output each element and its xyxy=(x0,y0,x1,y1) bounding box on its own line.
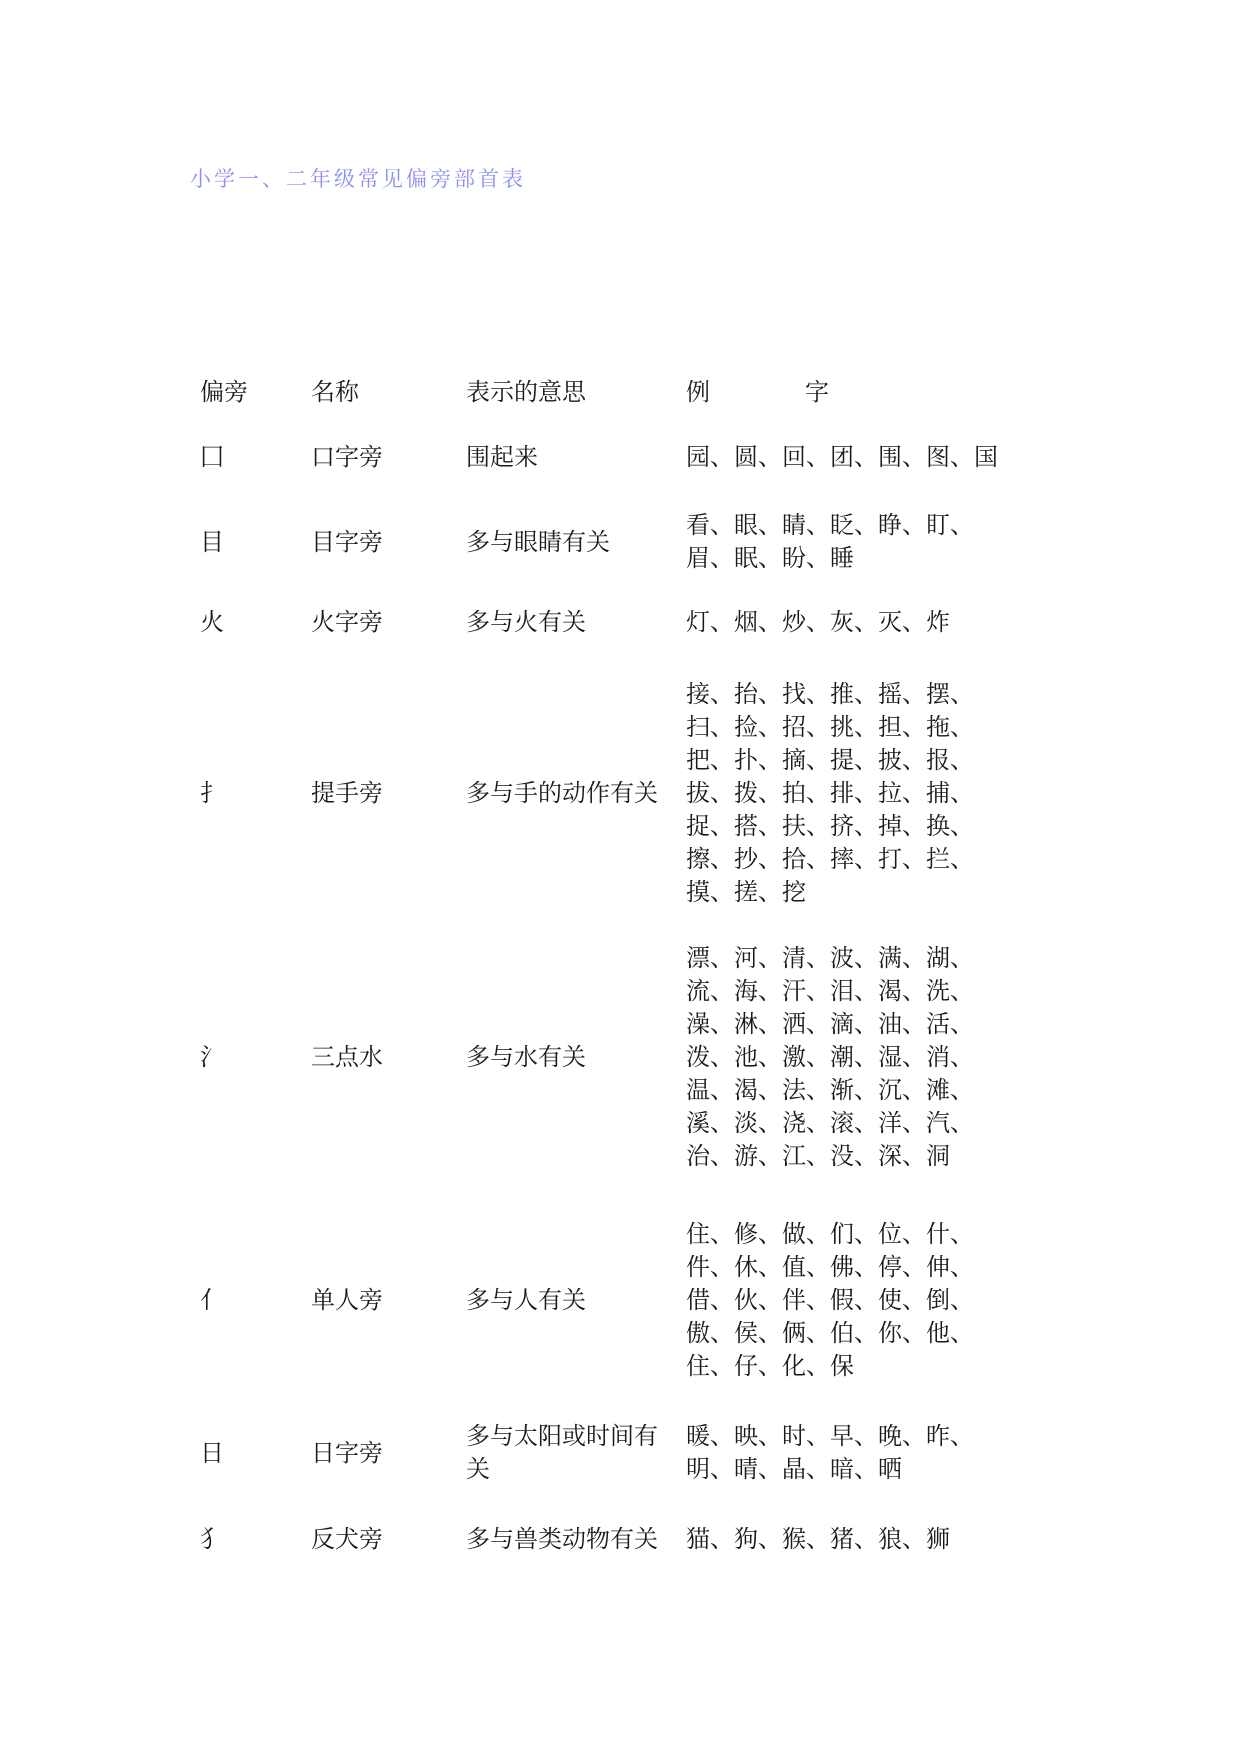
document-title: 小学一、二年级常见偏旁部首表 xyxy=(190,167,526,191)
name-cell: 单人旁 xyxy=(311,1285,383,1314)
name-cell: 日字旁 xyxy=(311,1438,383,1467)
header-meaning: 表示的意思 xyxy=(466,377,586,406)
meaning-cell: 多与兽类动物有关 xyxy=(466,1524,658,1553)
table-header xyxy=(200,372,1020,412)
examples-cell: 猫、狗、猴、猪、狼、狮 xyxy=(686,1524,950,1553)
table-row xyxy=(200,924,1020,1190)
meaning-cell: 多与眼睛有关 xyxy=(466,527,610,556)
radical-table xyxy=(200,372,1020,1582)
radical-cell: 日 xyxy=(200,1438,224,1467)
meaning-cell: 多与人有关 xyxy=(466,1285,586,1314)
radical-cell: 氵 xyxy=(200,1042,224,1071)
table-row xyxy=(200,502,1020,582)
name-cell: 提手旁 xyxy=(311,778,383,807)
name-cell: 反犬旁 xyxy=(311,1524,383,1553)
table-row xyxy=(200,582,1020,662)
header-examples-part2: 字 xyxy=(805,377,829,406)
radical-cell: 目 xyxy=(200,527,224,556)
radical-cell: 亻 xyxy=(200,1285,224,1314)
radical-cell: 扌 xyxy=(200,778,224,807)
table-row xyxy=(200,1190,1020,1410)
table-body xyxy=(200,412,1020,1582)
examples-cell: 灯、烟、炒、灰、灭、炸 xyxy=(686,607,950,636)
name-cell: 目字旁 xyxy=(311,527,383,556)
examples-cell: 住、修、做、们、位、什、件、休、值、佛、停、伸、借、伙、伴、假、使、倒、傲、侯、俩、伯、你、他、住、仔、化、保 xyxy=(686,1219,974,1380)
examples-cell: 漂、河、清、波、满、湖、流、海、汗、泪、渴、洗、澡、淋、洒、滴、油、活、泼、池、激、潮、湿、消、温、渴、法、渐、沉、滩、溪、淡、浇、滚、洋、汽、治、游、江、没、深、洞 xyxy=(686,943,974,1170)
examples-cell: 看、眼、睛、眨、睁、盯、眉、眠、盼、睡 xyxy=(686,511,974,572)
meaning-cell: 多与手的动作有关 xyxy=(466,778,658,807)
meaning-cell: 多与太阳或时间有关 xyxy=(466,1422,658,1483)
meaning-cell: 多与水有关 xyxy=(466,1042,586,1071)
header-examples xyxy=(686,372,1020,412)
table-row xyxy=(200,412,1020,502)
table-row xyxy=(200,1496,1020,1582)
header-name: 名称 xyxy=(311,377,359,406)
radical-cell: 犭 xyxy=(200,1524,224,1553)
header-examples-part1: 例 xyxy=(686,377,710,406)
name-cell: 口字旁 xyxy=(311,442,383,471)
examples-cell: 暖、映、时、早、晚、昨、明、晴、晶、暗、晒 xyxy=(686,1422,974,1483)
table-row xyxy=(200,1410,1020,1496)
header-radical: 偏旁 xyxy=(200,377,248,406)
name-cell: 三点水 xyxy=(311,1042,383,1071)
examples-cell: 园、圆、回、团、围、图、国 xyxy=(686,442,998,471)
header-row xyxy=(200,372,1020,412)
name-cell: 火字旁 xyxy=(311,607,383,636)
meaning-cell: 围起来 xyxy=(466,442,538,471)
examples-cell: 接、抬、找、推、摇、摆、扫、捡、招、挑、担、拖、把、扑、摘、提、披、报、拔、拨、拍、排、拉、捕、捉、搭、扶、挤、掉、换、擦、抄、拾、摔、打、拦、摸、搓、挖 xyxy=(686,679,974,906)
table-row xyxy=(200,662,1020,924)
radical-cell: 火 xyxy=(200,607,224,636)
radical-cell: 囗 xyxy=(200,442,224,471)
meaning-cell: 多与火有关 xyxy=(466,607,586,636)
